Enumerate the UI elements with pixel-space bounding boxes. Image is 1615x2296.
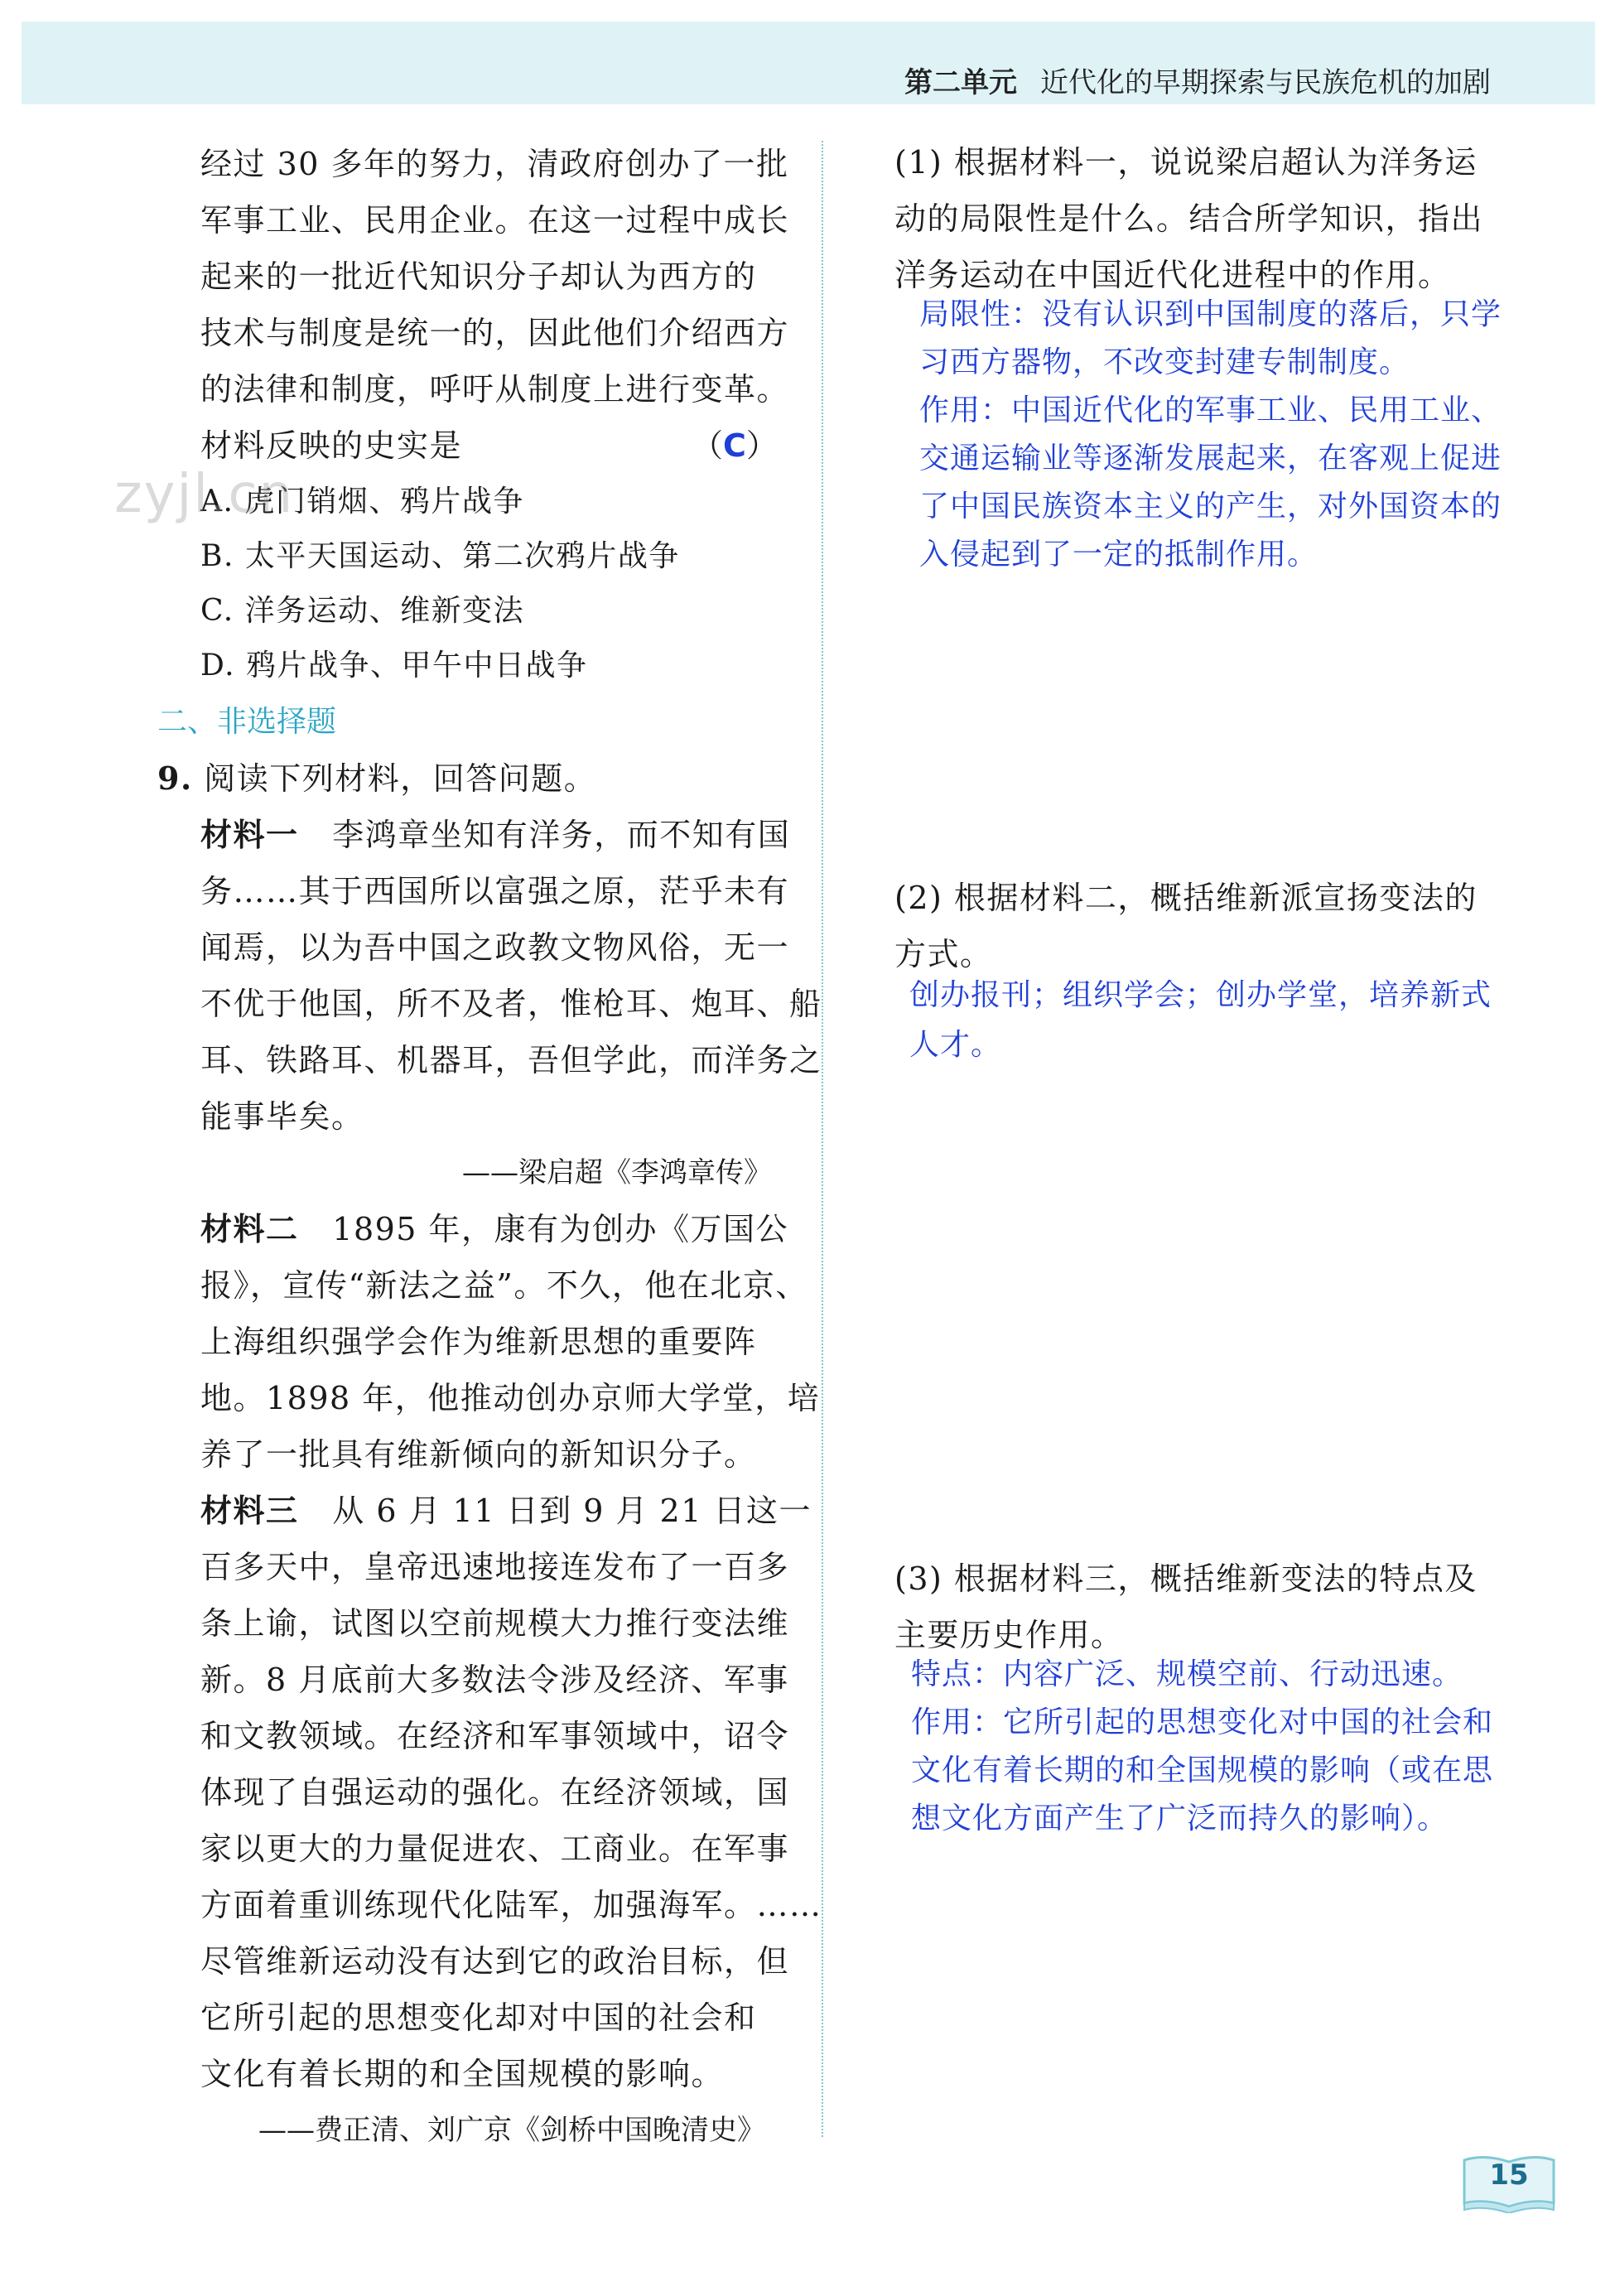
material3-line: 它所引起的思想变化却对中国的社会和 <box>200 1999 757 2036</box>
q9-prompt <box>157 757 596 800</box>
sub3-line: (3) 根据材料三，概括维新变法的特点及 <box>894 1560 1478 1597</box>
material1-label: 材料一 <box>200 817 299 853</box>
sub1-answer-line: 入侵起到了一定的抵制作用。 <box>919 538 1319 572</box>
section-title: 二、非选择题 <box>157 705 337 739</box>
material2-line: 报》，宣传“新法之益”。不久，他在北京、 <box>200 1267 808 1304</box>
sub3-answer-line: 特点：内容广泛、规模空前、行动迅速。 <box>911 1657 1463 1691</box>
sub2-answer-line: 创办报刊；组织学会；创办学堂，培养新式 <box>909 978 1492 1012</box>
paren-close: ） <box>745 427 778 464</box>
q8-stem-line: 起来的一批近代知识分子却认为西方的 <box>200 258 757 295</box>
sub1-answer-line: 作用：中国近代化的军事工业、民用工业、 <box>919 393 1502 427</box>
material3-label: 材料三 <box>200 1493 299 1529</box>
sub3-answer-line: 文化有着长期的和全国规模的影响（或在思 <box>911 1753 1494 1787</box>
material2-line: 上海组织强学会作为维新思想的重要阵 <box>200 1324 757 1360</box>
material3-line <box>200 1489 812 1532</box>
sub3-line: 主要历史作用。 <box>894 1617 1124 1653</box>
material2-text: 1895 年，康有为创办《万国公 <box>332 1211 789 1247</box>
material2-line: 地。1898 年，他推动创办京师大学堂，培 <box>200 1380 821 1416</box>
material1-line: 能事毕矣。 <box>200 1098 364 1135</box>
material3-line: 家以更大的力量促进农、工商业。在军事 <box>200 1831 790 1867</box>
material1-source: ——梁启超《李鸿章传》 <box>462 1156 772 1189</box>
sub2-answer-line: 人才。 <box>909 1028 1002 1062</box>
sub1-answer-line: 了中国民族资本主义的产生，对外国资本的 <box>919 490 1502 523</box>
q8-stem-line: 材料反映的史实是 <box>200 427 463 464</box>
q8-stem-line: 军事工业、民用企业。在这一过程中成长 <box>200 202 790 239</box>
material3-text: 从 6 月 11 日到 9 月 21 日这一 <box>332 1493 812 1529</box>
q8-stem-line: 技术与制度是统一的，因此他们介绍西方 <box>200 315 790 351</box>
material1-line: 务……其于西国所以富强之原，茫乎未有 <box>200 873 790 909</box>
column-divider <box>822 141 823 2137</box>
material3-line: 体现了自强运动的强化。在经济领域，国 <box>200 1774 790 1811</box>
sub3-answer-line: 想文化方面产生了广泛而持久的影响）。 <box>911 1802 1449 1835</box>
material3-line: 条上谕，试图以空前规模大力推行变法维 <box>200 1605 790 1642</box>
q8-answer-bracket <box>692 424 778 467</box>
material3-line: 百多天中，皇帝迅速地接连发布了一百多 <box>200 1549 790 1585</box>
material1-line: 耳、铁路耳、机器耳，吾但学此，而洋务之 <box>200 1042 822 1078</box>
sub2-line: 方式。 <box>894 936 993 972</box>
q8-stem-line: 的法律和制度，呼吁从制度上进行变革。 <box>200 371 790 408</box>
unit-title: 近代化的早期探索与民族危机的加剧 <box>1040 66 1491 99</box>
material1-line: 闻焉，以为吾中国之政教文物风俗，无一 <box>200 929 790 966</box>
q8-answer: C <box>723 427 746 464</box>
material1-text: 李鸿章坐知有洋务，而不知有国 <box>332 817 791 853</box>
sub1-line: 动的局限性是什么。结合所学知识，指出 <box>894 200 1484 237</box>
watermark: zyjl.cn <box>114 464 295 525</box>
sub1-answer-line: 局限性：没有认识到中国制度的落后，只学 <box>919 297 1502 331</box>
q8-option-b: B. 太平天国运动、第二次鸦片战争 <box>200 539 680 573</box>
page-number: 15 <box>1489 2159 1529 2192</box>
sub1-line: (1) 根据材料一，说说梁启超认为洋务运 <box>894 144 1478 181</box>
q8-option-a: A. 虎门销烟、鸦片战争 <box>200 485 524 519</box>
q9-prompt-text: 阅读下列材料，回答问题。 <box>204 760 597 797</box>
running-header <box>904 60 1491 100</box>
sub2-line: (2) 根据材料二，概括维新派宣扬变法的 <box>894 880 1478 916</box>
material3-line: 和文教领域。在经济和军事领域中，诏令 <box>200 1718 790 1754</box>
material2-line <box>200 1208 788 1251</box>
q8-option-c: C. 洋务运动、维新变法 <box>200 594 525 628</box>
sub1-line: 洋务运动在中国近代化进程中的作用。 <box>894 257 1451 293</box>
material3-line: 新。8 月底前大多数法令涉及经济、军事 <box>200 1662 789 1698</box>
material1-line: 不优于他国，所不及者，惟枪耳、炮耳、船 <box>200 986 822 1022</box>
q8-stem-line: 经过 30 多年的努力，清政府创办了一批 <box>200 146 789 182</box>
material3-source: ——费正清、刘广京《剑桥中国晚清史》 <box>258 2114 765 2147</box>
sub3-answer-line: 作用：它所引起的思想变化对中国的社会和 <box>911 1705 1494 1739</box>
material3-line: 方面着重训练现代化陆军，加强海军。…… <box>200 1887 822 1923</box>
sub1-answer-line: 习西方器物，不改变封建专制制度。 <box>919 345 1410 379</box>
material3-line: 尽管维新运动没有达到它的政治目标，但 <box>200 1943 790 1980</box>
material2-line: 养了一批具有维新倾向的新知识分子。 <box>200 1436 757 1473</box>
q8-option-d: D. 鸦片战争、甲午中日战争 <box>200 649 588 683</box>
paren-open: （ <box>692 427 724 464</box>
q9-number: 9. <box>157 760 193 797</box>
material3-line: 文化有着长期的和全国规模的影响。 <box>200 2056 725 2092</box>
material2-label: 材料二 <box>200 1211 299 1247</box>
material1-line <box>200 813 790 856</box>
unit-label: 第二单元 <box>904 66 1017 99</box>
sub1-answer-line: 交通运输业等逐渐发展起来，在客观上促进 <box>919 441 1502 475</box>
